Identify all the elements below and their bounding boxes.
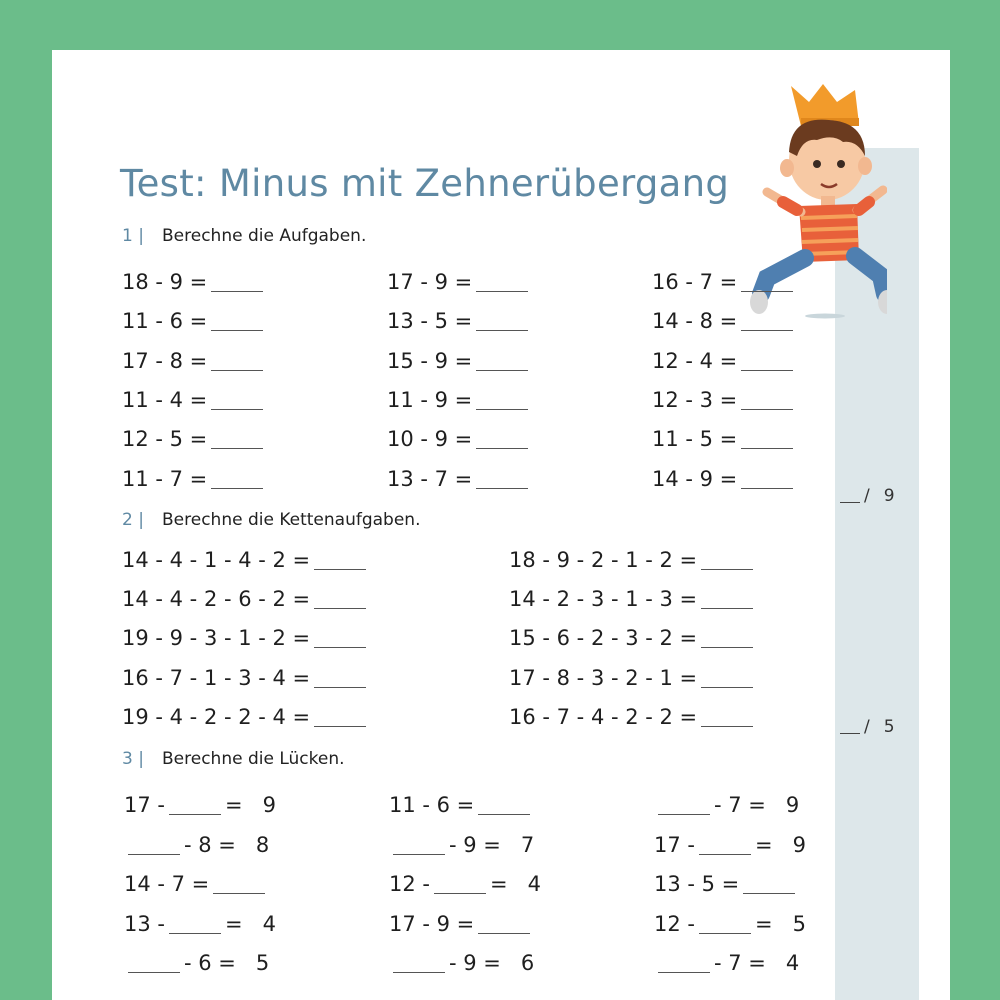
score-separator: /	[864, 717, 870, 737]
answer-blank[interactable]	[211, 291, 263, 292]
exercise	[122, 626, 370, 650]
exercise-left: 15 - 9 =	[387, 348, 473, 373]
exercise-left: 13 - 5 =	[387, 309, 473, 334]
exercise-left: 11 - 6 =	[389, 793, 475, 817]
exercise-left: 18 - 9 =	[122, 270, 208, 294]
answer-blank[interactable]	[476, 291, 528, 292]
answer-blank[interactable]	[434, 893, 486, 894]
exercise-left: 19 - 4 - 2 - 2 - 4 =	[122, 704, 311, 729]
answer-blank[interactable]	[699, 933, 751, 934]
page-title: Test: Minus mit Zehnerübergang	[120, 162, 730, 205]
answer-blank[interactable]	[741, 370, 793, 371]
exercise-left: 18 - 9 - 2 - 1 - 2 =	[509, 548, 698, 572]
exercise	[124, 793, 276, 817]
answer-blank[interactable]	[314, 726, 366, 727]
answer-blank[interactable]	[393, 972, 445, 973]
exercise	[124, 951, 269, 975]
exercise	[124, 872, 269, 896]
exercise-left: 12 - 3 =	[652, 387, 738, 412]
exercise	[654, 912, 806, 936]
exercise-left: 14 - 7 =	[124, 872, 210, 897]
exercise-left: 17 - 9 =	[387, 270, 473, 294]
exercise-left: 17 -	[654, 832, 695, 857]
exercise-left: 10 - 9 =	[387, 427, 473, 452]
exercise-right: - 6 = 5	[184, 951, 270, 976]
exercise-right: = 4	[224, 911, 276, 936]
section-instruction: Berechne die Aufgaben.	[162, 226, 367, 246]
exercise-left: 15 - 6 - 2 - 3 - 2 =	[509, 626, 698, 651]
exercise	[122, 587, 370, 611]
exercise-right: = 9	[224, 793, 276, 817]
exercise	[509, 705, 757, 729]
exercise-right: - 9 = 6	[449, 951, 535, 976]
exercise	[652, 349, 797, 373]
exercise-right: - 8 = 8	[184, 832, 270, 857]
answer-blank[interactable]	[658, 972, 710, 973]
exercise	[389, 872, 541, 896]
answer-blank[interactable]	[741, 448, 793, 449]
answer-blank[interactable]	[741, 291, 793, 292]
exercise-left: 12 -	[654, 911, 695, 936]
exercise	[654, 793, 799, 817]
exercise-left: 16 - 7 =	[652, 270, 738, 294]
exercise	[122, 666, 370, 690]
exercise	[387, 349, 532, 373]
score-total: 5	[883, 717, 895, 737]
answer-blank[interactable]	[478, 933, 530, 934]
answer-blank[interactable]	[211, 370, 263, 371]
exercise	[509, 548, 757, 572]
exercise-left: 14 - 9 =	[652, 466, 738, 491]
answer-blank[interactable]	[743, 893, 795, 894]
exercise	[389, 951, 534, 975]
exercise	[387, 388, 532, 412]
exercise	[122, 270, 267, 294]
exercise-left: 11 - 7 =	[122, 466, 208, 491]
exercise-left: 13 - 5 =	[654, 872, 740, 897]
exercise-left: 14 - 4 - 1 - 4 - 2 =	[122, 548, 311, 572]
exercise	[652, 467, 797, 491]
score-total: 9	[883, 486, 895, 506]
answer-blank[interactable]	[476, 370, 528, 371]
exercise	[652, 270, 797, 294]
answer-blank[interactable]	[476, 330, 528, 331]
exercise-left: 11 - 6 =	[122, 309, 208, 334]
exercise	[509, 666, 757, 690]
exercise-left: 12 - 4 =	[652, 348, 738, 373]
exercise	[387, 467, 532, 491]
answer-blank[interactable]	[658, 814, 710, 815]
exercise	[124, 912, 276, 936]
exercise-left: 13 - 7 =	[387, 466, 473, 491]
section-1-score	[840, 486, 895, 506]
exercise-left: 16 - 7 - 1 - 3 - 4 =	[122, 665, 311, 690]
exercise-right: - 9 = 7	[449, 832, 535, 857]
answer-blank[interactable]	[314, 569, 366, 570]
answer-blank[interactable]	[699, 854, 751, 855]
exercise	[387, 309, 532, 333]
answer-blank[interactable]	[476, 448, 528, 449]
answer-blank[interactable]	[741, 330, 793, 331]
section-number: 3 |	[122, 749, 144, 769]
exercise-left: 14 - 8 =	[652, 309, 738, 334]
answer-blank[interactable]	[211, 409, 263, 410]
exercise	[122, 388, 267, 412]
exercise-left: 12 - 5 =	[122, 427, 208, 452]
answer-blank[interactable]	[393, 854, 445, 855]
exercise-left: 14 - 2 - 3 - 1 - 3 =	[509, 587, 698, 612]
section-3-heading	[122, 749, 345, 769]
answer-blank[interactable]	[169, 814, 221, 815]
exercise	[124, 833, 269, 857]
exercise-left: 16 - 7 - 4 - 2 - 2 =	[509, 704, 698, 729]
exercise	[387, 427, 532, 451]
exercise	[122, 427, 267, 451]
answer-blank[interactable]	[701, 726, 753, 727]
exercise	[122, 467, 267, 491]
exercise	[122, 309, 267, 333]
exercise	[389, 793, 534, 817]
exercise	[654, 951, 799, 975]
answer-blank[interactable]	[314, 687, 366, 688]
exercise	[122, 548, 370, 572]
exercise-right: = 4	[489, 872, 541, 897]
answer-blank[interactable]	[128, 854, 180, 855]
exercise	[652, 388, 797, 412]
exercise-left: 19 - 9 - 3 - 1 - 2 =	[122, 626, 311, 651]
answer-blank[interactable]	[476, 409, 528, 410]
section-number: 2 |	[122, 510, 144, 530]
exercise	[652, 427, 797, 451]
exercise-left: 11 - 4 =	[122, 387, 208, 412]
exercise-right: = 5	[754, 911, 806, 936]
answer-blank[interactable]	[211, 330, 263, 331]
answer-blank[interactable]	[211, 488, 263, 489]
answer-blank[interactable]	[211, 448, 263, 449]
answer-blank[interactable]	[701, 608, 753, 609]
answer-blank[interactable]	[213, 893, 265, 894]
section-1-heading	[122, 226, 366, 246]
answer-blank[interactable]	[478, 814, 530, 815]
exercise	[389, 912, 534, 936]
exercise	[509, 626, 757, 650]
exercise-left: 17 -	[124, 793, 165, 817]
answer-blank[interactable]	[741, 488, 793, 489]
exercise-right: - 7 = 4	[714, 951, 800, 976]
answer-blank[interactable]	[314, 647, 366, 648]
answer-blank[interactable]	[701, 647, 753, 648]
exercise-left: 17 - 8 - 3 - 2 - 1 =	[509, 665, 698, 690]
exercise-left: 12 -	[389, 872, 430, 897]
answer-blank[interactable]	[476, 488, 528, 489]
exercise	[654, 872, 799, 896]
exercise	[652, 309, 797, 333]
score-blank[interactable]	[840, 502, 860, 503]
score-blank[interactable]	[840, 733, 860, 734]
exercise-left: 17 - 8 =	[122, 348, 208, 373]
exercise-right: = 9	[754, 832, 806, 857]
answer-blank[interactable]	[128, 972, 180, 973]
section-number: 1 |	[122, 226, 144, 246]
section-2-heading	[122, 510, 420, 530]
exercise	[122, 349, 267, 373]
answer-blank[interactable]	[701, 687, 753, 688]
section-instruction: Berechne die Lücken.	[162, 749, 345, 769]
answer-blank[interactable]	[314, 608, 366, 609]
exercise-left: 11 - 9 =	[387, 387, 473, 412]
score-separator: /	[864, 486, 870, 506]
worksheet	[52, 50, 950, 1000]
answer-blank[interactable]	[701, 569, 753, 570]
section-2-score	[840, 717, 895, 737]
exercise	[387, 270, 532, 294]
exercise-right: - 7 = 9	[714, 793, 800, 817]
exercise	[509, 587, 757, 611]
exercise-left: 11 - 5 =	[652, 427, 738, 452]
exercise	[654, 833, 806, 857]
exercise-left: 14 - 4 - 2 - 6 - 2 =	[122, 587, 311, 612]
exercise-left: 13 -	[124, 911, 165, 936]
exercise-left: 17 - 9 =	[389, 911, 475, 936]
exercise	[122, 705, 370, 729]
exercise	[389, 833, 534, 857]
section-instruction: Berechne die Kettenaufgaben.	[162, 510, 421, 530]
answer-blank[interactable]	[169, 933, 221, 934]
answer-blank[interactable]	[741, 409, 793, 410]
